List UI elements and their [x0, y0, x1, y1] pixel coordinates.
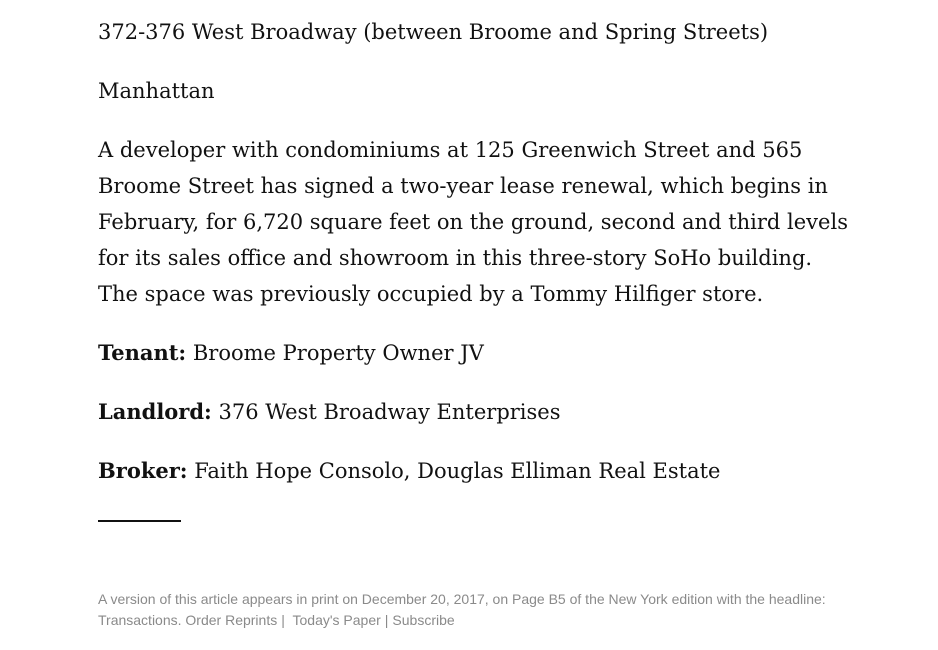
article-body	[98, 14, 858, 512]
lease-description: A developer with condominiums at 125 Greenwich Street and 565 Broome Street has signed a two-year lease renewal, which begins in February, for 6,720 square feet on the ground, second and third levels for its sales office and showroom in this three-story SoHo building. The space was previously occupied by a Tommy Hilfiger store.	[98, 138, 848, 306]
landlord-line	[98, 394, 858, 430]
broker-value: Faith Hope Consolo, Douglas Elliman Real Estate	[194, 459, 721, 483]
landlord-label: Landlord:	[98, 399, 212, 424]
order-reprints-link[interactable]: Order Reprints	[185, 612, 278, 628]
property-borough: Manhattan	[98, 79, 215, 103]
tenant-label: Tenant:	[98, 340, 187, 365]
footer-separator: |	[281, 612, 285, 628]
broker-label: Broker:	[98, 458, 188, 483]
tenant-line	[98, 335, 858, 371]
landlord-value: 376 West Broadway Enterprises	[218, 400, 561, 424]
broker-line	[98, 453, 858, 489]
todays-paper-link[interactable]: Today's Paper	[292, 612, 381, 628]
property-address: 372-376 West Broadway (between Broome and Spring Streets)	[98, 20, 769, 44]
print-edition-note	[98, 589, 858, 631]
subscribe-link[interactable]: Subscribe	[392, 612, 455, 628]
print-note-text: A version of this article appears in print on December 20, 2017, on Page B5 of the New York edition with the headline: Transactions.	[98, 591, 826, 628]
tenant-value: Broome Property Owner JV	[192, 341, 484, 365]
section-divider	[98, 520, 181, 522]
footer-separator: |	[384, 612, 389, 628]
